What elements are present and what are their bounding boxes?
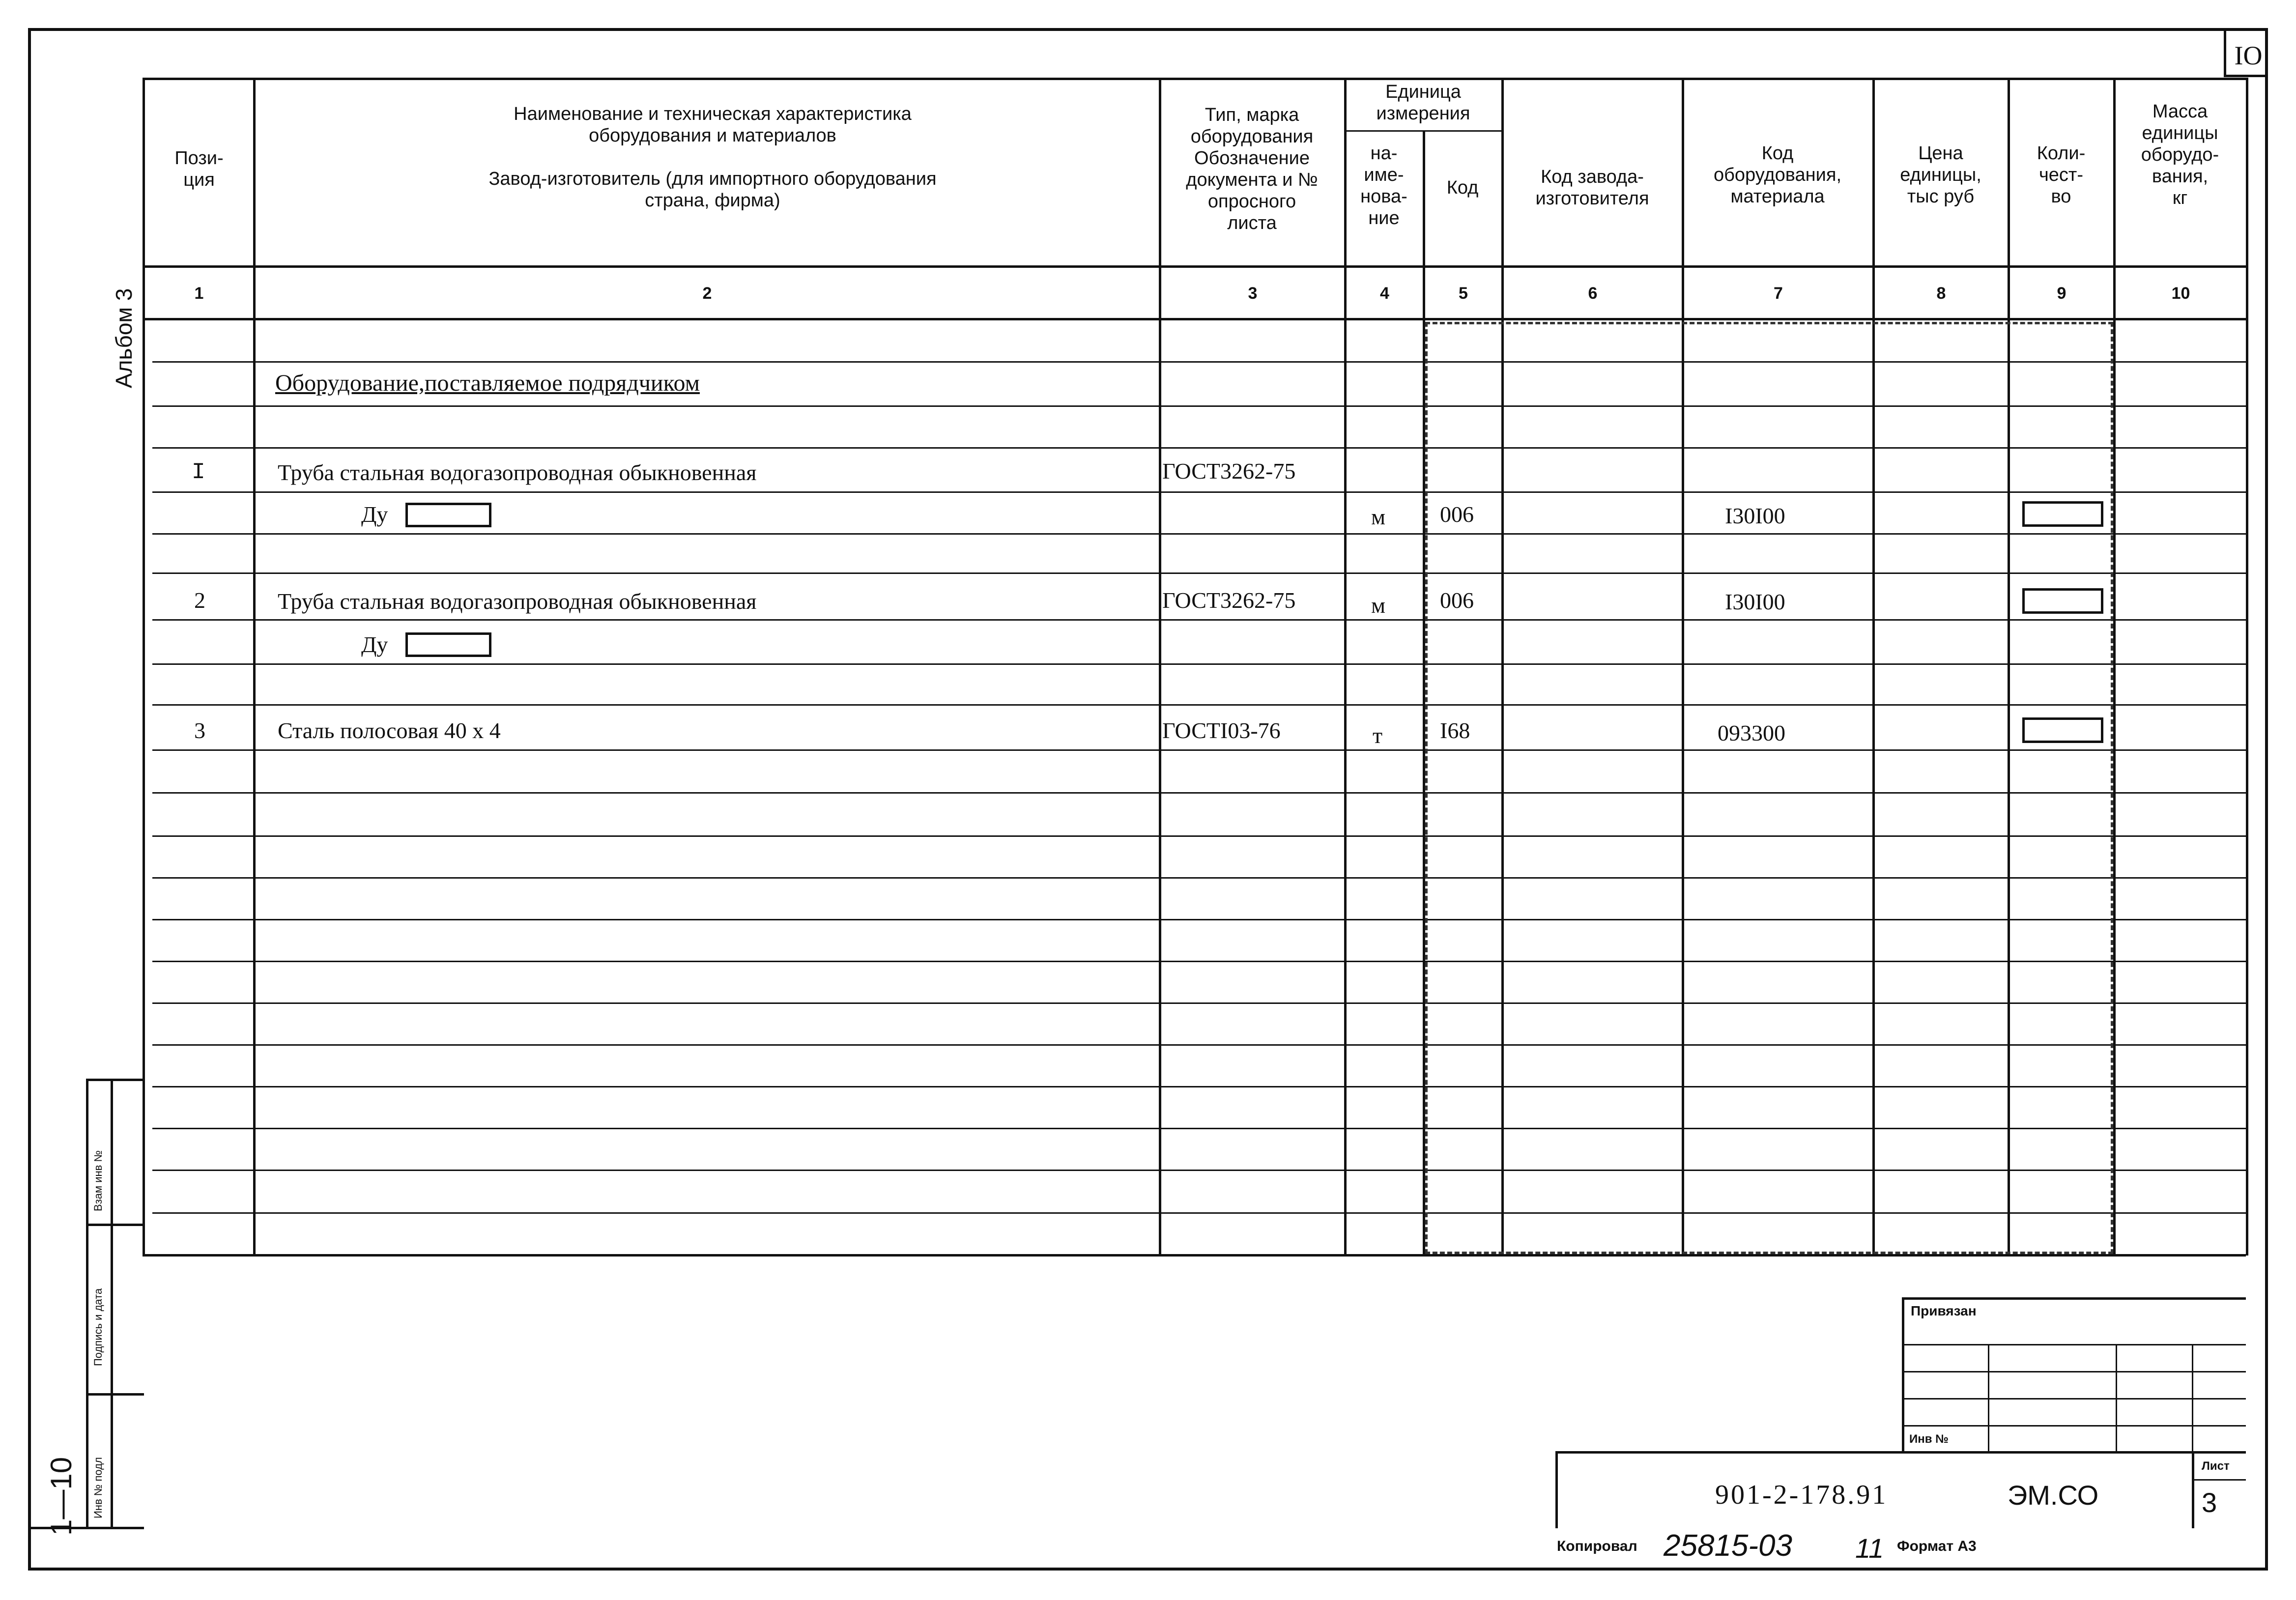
footer-format: Формат А3 — [1897, 1538, 1977, 1554]
col-header-10: Масса единицы оборудо- вания, кг — [2141, 101, 2219, 208]
row1b-name: Ду — [361, 502, 388, 527]
tb-line-d — [1902, 1425, 2246, 1427]
side-vzam-label: Взам инв № — [92, 1150, 104, 1211]
col-number-9: 9 — [2057, 284, 2066, 303]
tb-line-c — [1902, 1398, 2246, 1400]
row3-qty-box — [2022, 717, 2103, 743]
col-number-8: 8 — [1936, 284, 1946, 303]
side-stamp-left — [86, 1079, 88, 1528]
row3-name: Сталь полосовая 40 x 4 — [278, 718, 501, 743]
col-number-5: 5 — [1459, 284, 1468, 303]
unit-group-header: Единица измерения — [1376, 82, 1470, 124]
side-stamp-top — [86, 1079, 144, 1081]
col-line-10 — [2246, 78, 2248, 1256]
row3-code: I68 — [1440, 718, 1470, 743]
tb-list-no: 3 — [2202, 1487, 2217, 1518]
row2-name: Труба стальная водогазопроводная обыкновенная — [278, 589, 757, 614]
col-header-3: Тип, марка оборудования Обозначение документа и № опросного листа — [1186, 105, 1318, 233]
row2-diameter-box — [405, 632, 491, 657]
tb-left-upper — [1902, 1297, 1904, 1452]
tb-v2 — [2116, 1344, 2117, 1452]
col-number-10: 10 — [2171, 284, 2190, 303]
side-stamp-div1 — [86, 1224, 144, 1226]
row1-name: Труба стальная водогазопроводная обыкновенная — [278, 460, 757, 485]
row1-pos: I — [192, 459, 205, 485]
table-bottom-line — [143, 1254, 2246, 1257]
col-header-4: на- име- нова- ние — [1360, 143, 1407, 229]
tb-inv-no: Инв № — [1909, 1432, 1949, 1446]
col-line-1 — [253, 78, 256, 1256]
tb-top — [1902, 1297, 2246, 1300]
tb-line-b — [1902, 1371, 2246, 1372]
col-number-6: 6 — [1588, 284, 1598, 303]
row2-pos: 2 — [194, 588, 205, 613]
header-bottom-line — [143, 265, 2246, 268]
tb-main-top — [1555, 1451, 2246, 1454]
tb-main-left — [1555, 1451, 1558, 1528]
hatched-region — [1425, 322, 2113, 1254]
tb-privyazan: Привязан — [1911, 1303, 1977, 1318]
section-title: Оборудование,поставляемое подрядчиком — [275, 370, 700, 396]
footer-mark: 11 — [1855, 1533, 1884, 1564]
tb-line-a — [1902, 1344, 2246, 1345]
row2-type: ГОСТ3262-75 — [1162, 588, 1296, 613]
row1-type: ГОСТ3262-75 — [1162, 458, 1296, 484]
row2-qty-box — [2022, 588, 2103, 614]
side-podpis-label: Подпись и дата — [92, 1288, 104, 1366]
tb-v1 — [1988, 1344, 1989, 1452]
tb-doc-code: 901-2-178.91 — [1715, 1480, 1888, 1510]
col-header-9: Коли- чест- во — [2037, 143, 2086, 207]
numbers-bottom-line — [143, 318, 2246, 320]
col-header-7: Код оборудования, материала — [1713, 143, 1842, 207]
tb-list-label: Лист — [2202, 1459, 2230, 1473]
row3-type: ГОСТI03-76 — [1162, 718, 1281, 743]
col-number-3: 3 — [1248, 284, 1258, 303]
footer-copied-value: 25815-03 — [1664, 1529, 1793, 1563]
row2b-name: Ду — [361, 632, 388, 657]
col-line-2 — [1159, 78, 1161, 1256]
col-line-3 — [1344, 78, 1347, 1256]
row2-unit: м — [1371, 593, 1386, 618]
row1-qty-box — [2022, 501, 2103, 527]
row3-pos: 3 — [194, 718, 205, 743]
tb-list-left — [2192, 1451, 2194, 1528]
row1-mat-code: I30I00 — [1725, 503, 1785, 528]
side-number: 1—10 — [45, 1457, 78, 1536]
row1-diameter-box — [405, 503, 491, 527]
col-number-4: 4 — [1380, 284, 1389, 303]
col-number-1: 1 — [194, 284, 204, 303]
side-inv-label: Инв № подл — [92, 1457, 104, 1518]
row1-unit: м — [1371, 504, 1386, 529]
col-header-8: Цена единицы, тыс руб — [1900, 143, 1981, 207]
col-line-9 — [2113, 78, 2116, 1256]
col-number-7: 7 — [1774, 284, 1783, 303]
row2-mat-code: I30I00 — [1725, 589, 1785, 614]
col-number-2: 2 — [702, 284, 712, 303]
side-stamp-div2 — [86, 1393, 144, 1396]
album-label: Альбом 3 — [111, 288, 137, 388]
footer-copied-label: Копировал — [1557, 1538, 1637, 1554]
sheet-corner-number: IO — [2234, 41, 2263, 70]
row3-mat-code: 093300 — [1718, 720, 1785, 745]
col-header-5: Код — [1446, 177, 1479, 198]
tb-doc-suffix: ЭМ.СО — [2008, 1480, 2099, 1511]
tb-list-div — [2192, 1479, 2246, 1481]
row2-code: 006 — [1440, 588, 1474, 613]
row1-code: 006 — [1440, 502, 1474, 527]
row3-unit: т — [1373, 723, 1383, 748]
tb-v3 — [2192, 1344, 2193, 1452]
col-header-1: Пози- ция — [174, 148, 224, 190]
col-header-2: Наименование и техническая характеристика оборудования и материалов Завод-изготовитель (для импортного оборудования страна, фирма) — [488, 104, 937, 211]
table-top-line — [143, 78, 2246, 80]
side-stamp-mid — [111, 1079, 113, 1528]
col-header-6: Код завода- изготовителя — [1535, 167, 1649, 209]
